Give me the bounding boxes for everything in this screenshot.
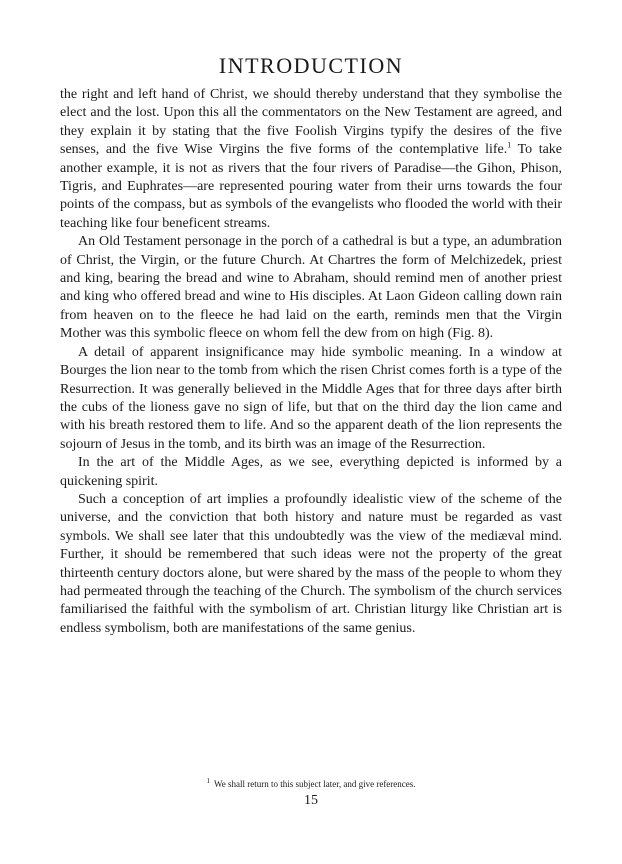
paragraph-5: Such a conception of art implies a profoundly idealistic view of the scheme of the universe, and the conviction that both history and nature must be regarded as vast symbols. We shall see later that this undoubtedly was the view of the mediæval mind. Further, it should be remembered that such ideas were not the property of the great thirteenth century doctors alone, but were shared by the mass of the people to whom they had permeated through the teaching of the Church. The symbolism of the church services familiarised the faithful with the symbolism of art. Christian liturgy like Christian art is endless symbolism, both are manifestations of the same genius. <box>60 491 562 636</box>
page-body <box>60 52 562 638</box>
paragraph-2: An Old Testament personage in the porch of a cathedral is but a type, an adumbration of Christ, the Virgin, or the future Church. At Chartres the form of Melchizedek, priest and king, bearing the bread and wine to Abraham, should remind men of another priest and king who offered bread and wine to His disciples. At Laon Gideon calling down rain from heaven on to the fleece he had laid on the earth, reminds men that the Virgin Mother was this symbolic fleece on whom fell the dew from on high (Fig. 8). <box>60 234 562 342</box>
paragraph-1 <box>60 86 562 233</box>
footnote-text: We shall return to this subject later, and give references. <box>213 779 416 789</box>
footnote-reference: 1 <box>507 140 512 150</box>
page-title: INTRODUCTION <box>218 53 404 78</box>
paragraph-1-text-after: To take another example, it is not as rivers that the four rivers of Paradise—the Gihon, Phison, Tigris, and Euphrates—are represented pouring water from their urns towards the four points of the compass, but as symbols of the evangelists who flooded the world with their teaching like four beneficent streams. <box>60 142 563 231</box>
footnote-mark: 1 <box>206 777 210 785</box>
page-number: 15 <box>304 793 318 808</box>
paragraph-4: In the art of the Middle Ages, as we see, everything depicted is informed by a quickening spirit. <box>60 455 562 489</box>
footnote <box>60 775 562 790</box>
paragraph-1-text-before: the right and left hand of Christ, we should thereby understand that they symbolise the elect and the lost. Upon this all the commentators on the New Testament are agreed, and they explain it by stating that the five Foolish Virgins typify the desires of the five senses, and the five Wise Virgins the five forms of the contemplative life. <box>60 87 562 158</box>
paragraph-3: A detail of apparent insignificance may hide symbolic meaning. In a window at Bourges the lion near to the tomb from which the risen Christ comes forth is a type of the Resurrection. It was generally believed in the Middle Ages that for three days after birth the cubs of the lioness gave no sign of life, but that on the third day the lion came and with his breath restored them to life. And so the apparent death of the lion represents the sojourn of Jesus in the tomb, and its birth was an image of the Resurrection. <box>60 344 562 452</box>
